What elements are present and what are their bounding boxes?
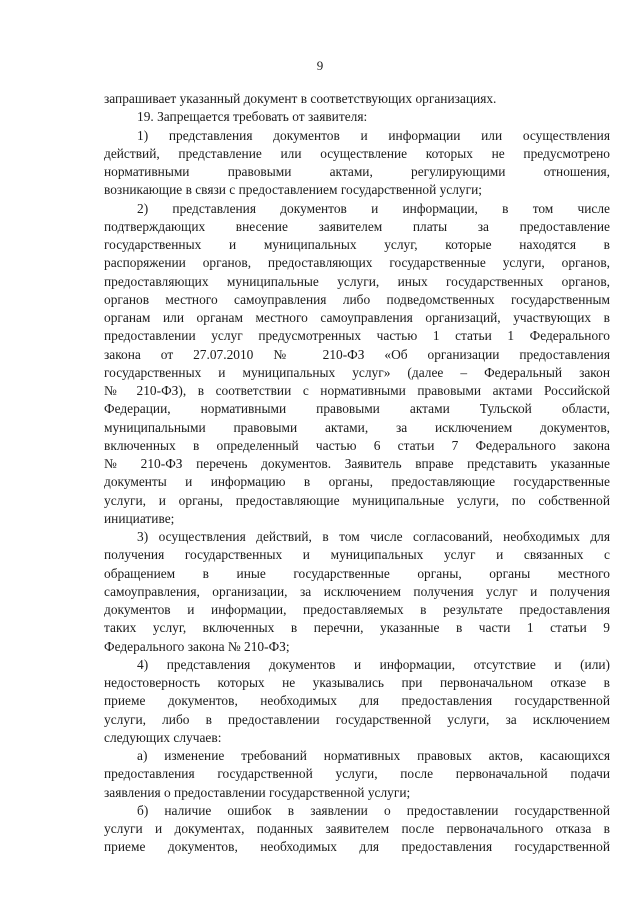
text-line: запрашивает указанный документ в соответствующих организациях. bbox=[104, 91, 497, 106]
text-line: 1) представления документов и информации или осуществления bbox=[137, 127, 610, 143]
document-body bbox=[104, 90, 610, 857]
text-line: Федерального закона № 210-ФЗ; bbox=[104, 638, 290, 654]
page-number: 9 bbox=[316, 58, 324, 73]
text-line: инициативе; bbox=[104, 510, 175, 526]
text-line: возникающие в связи с предоставлением государственной услуги; bbox=[104, 182, 482, 198]
text-line: подтверждающих внесение заявителем платы за предоставление bbox=[104, 218, 610, 234]
text-line: заявления о предоставлении государственной услуги; bbox=[104, 784, 411, 800]
text-line: 3) осуществления действий, в том числе согласований, необходимых для bbox=[137, 529, 610, 544]
text-line: № 210-ФЗ), в соответствии с нормативными правовыми актами Российской bbox=[104, 383, 610, 398]
text-line: 2) представления документов и информации, в том числе bbox=[137, 200, 610, 216]
text-line: документов и информации, предоставляемых в результате предоставления bbox=[104, 602, 610, 617]
text-line: недостоверность которых не указывались при первоначальном отказе в bbox=[104, 675, 610, 690]
text-line: № 210-ФЗ перечень документов. Заявитель вправе представить указанные bbox=[104, 456, 610, 471]
text-line: предоставляющих муниципальные услуги, иных государственных органов, bbox=[104, 273, 610, 289]
text-line: услуги, либо в предоставлении государственной услуги, за исключением bbox=[104, 711, 610, 727]
text-line: действий, представление или осуществление которых не предусмотрено bbox=[104, 145, 610, 161]
text-line: 4) представления документов и информации, отсутствие и (или) bbox=[137, 656, 610, 672]
text-line: предоставления государственной услуги, после первоначальной подачи bbox=[104, 766, 610, 782]
text-line: документы и информацию в органы, предоставляющие государственные bbox=[104, 474, 610, 490]
text-line: муниципальными правовыми актами, за исключением документов, bbox=[104, 419, 610, 435]
text-line: государственных и муниципальных услуг» (далее – Федеральный закон bbox=[104, 364, 610, 380]
text-line: следующих случаев: bbox=[104, 729, 222, 745]
text-line: услуги и документах, поданных заявителем после первоначального отказа в bbox=[104, 821, 610, 836]
text-line: таких услуг, включенных в перечни, указанные в части 1 статьи 9 bbox=[104, 620, 610, 636]
text-line: обращением в иные государственные органы, органы местного bbox=[104, 565, 610, 581]
text-line: а) изменение требований нормативных правовых актов, касающихся bbox=[137, 748, 610, 763]
text-line: органам или органам местного самоуправления организаций, участвующих в bbox=[104, 310, 610, 325]
text-line: самоуправления, организации, за исключением получения услуг и получения bbox=[104, 583, 610, 599]
text-line: включенных в определенный частью 6 статьи 7 Федерального закона bbox=[104, 437, 610, 453]
text-line: услуги, и органы, предоставляющие муниципальные услуги, по собственной bbox=[104, 492, 610, 508]
text-line: органов местного самоуправления либо подведомственных государственным bbox=[104, 291, 610, 307]
text-line: распоряжении органов, предоставляющих государственные услуги, органов, bbox=[104, 255, 610, 271]
text-line: приеме документов, необходимых для предоставления государственной bbox=[104, 693, 610, 709]
text-line: закона от 27.07.2010 № 210-ФЗ «Об организации предоставления bbox=[104, 346, 610, 362]
text-line: предоставлении услуг предусмотренных частью 1 статьи 1 Федерального bbox=[104, 328, 610, 344]
text-line: 19. Запрещается требовать от заявителя: bbox=[137, 109, 368, 125]
text-line: приеме документов, необходимых для предоставления государственной bbox=[104, 839, 610, 855]
text-line: нормативными правовыми актами, регулирующими отношения, bbox=[104, 164, 610, 179]
text-line: Федерации, нормативными правовыми актами Тульской области, bbox=[104, 401, 610, 417]
text-line: б) наличие ошибок в заявлении о предоставлении государственной bbox=[137, 802, 610, 818]
text-line: получения государственных и муниципальных услуг и связанных с bbox=[104, 547, 610, 563]
text-line: государственных и муниципальных услуг, которые находятся в bbox=[104, 237, 610, 252]
